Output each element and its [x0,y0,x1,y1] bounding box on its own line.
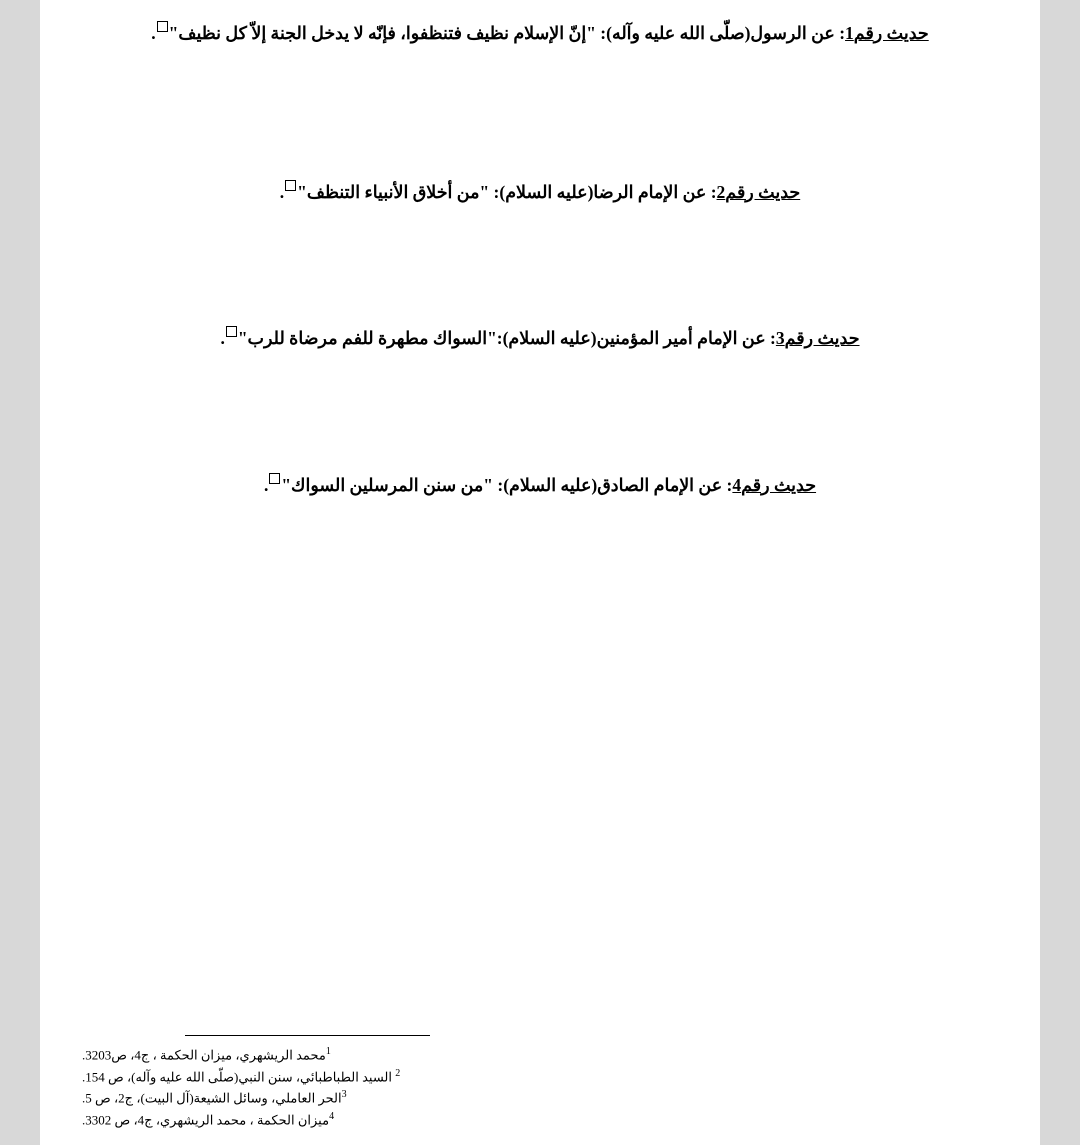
hadith-label-1: حديث رقم1 [845,23,929,43]
footnote-number: 3 [341,1089,347,1101]
hadith-text-4: : عن الإمام الصادق(عليه السلام): "من سنن المرسلين السواك" [281,474,733,495]
footnote-item [80,1109,1000,1131]
footnote-number: 2 [395,1067,401,1079]
hadith-heading-2: حديث رقم2: عن الإمام الرضا(عليه السلام): "من أخلاق الأنبياء التنظف". [279,181,801,202]
footnote-text: السيد الطباطبائي، سنن النبي(صلّى الله عليه وآله)، ص 154. [82,1069,396,1085]
hadith-heading-3: حديث رقم3: عن الإمام أمير المؤمنين(عليه السلام):"السواك مطهرة للفم مرضاة للرب". [220,328,860,349]
footnote-separator [185,1035,430,1036]
footnote-number: 1 [325,1045,331,1057]
footnote-list [80,1044,1000,1131]
footnote-item [80,1066,1000,1088]
hadith-label-2: حديث رقم2 [716,181,801,202]
hadith-text-2: : عن الإمام الرضا(عليه السلام): "من أخلاق الأنبياء التنظف" [297,181,717,202]
footnote-text: الحر العاملي، وسائل الشيعة(آل البيت)، ج2، ص 5. [82,1090,342,1106]
footnote-box-icon [269,473,280,484]
hadith-label-4: حديث رقم4 [732,474,817,495]
footnote-box-icon [285,180,296,191]
hadith-text-3: : عن الإمام أمير المؤمنين(عليه السلام):"السواك مطهرة للفم مرضاة للرب" [237,328,776,349]
footnote-text: محمد الريشهري، ميزان الحكمة ، ج4، ص3203. [82,1047,326,1063]
hadith-heading-4: حديث رقم4: عن الإمام الصادق(عليه السلام): "من سنن المرسلين السواك". [263,474,817,495]
hadith-heading-1: حديث رقم1: عن الرسول(صلّى الله عليه وآله): "إنّ الإسلام نظيف فتنظفوا، فإنّه لا يدخل الجنة إلاّ كل نظيف". [151,23,929,43]
footnote-item [80,1044,1000,1066]
hadith-text-1: : عن الرسول(صلّى الله عليه وآله): "إنّ الإسلام نظيف فتنظفوا، فإنّه لا يدخل الجنة إلاّ كل نظيف" [168,23,846,43]
footnote-area [80,1035,1000,1131]
footnote-item [80,1087,1000,1109]
footnote-number: 4 [329,1111,335,1123]
footnote-box-icon [226,326,237,337]
document-page [40,0,1040,1145]
footnote-box-icon [157,21,168,32]
footnote-text: ميزان الحكمة ، محمد الريشهري، ج4، ص 3302. [82,1112,330,1128]
hadith-label-3: حديث رقم3 [775,328,860,349]
